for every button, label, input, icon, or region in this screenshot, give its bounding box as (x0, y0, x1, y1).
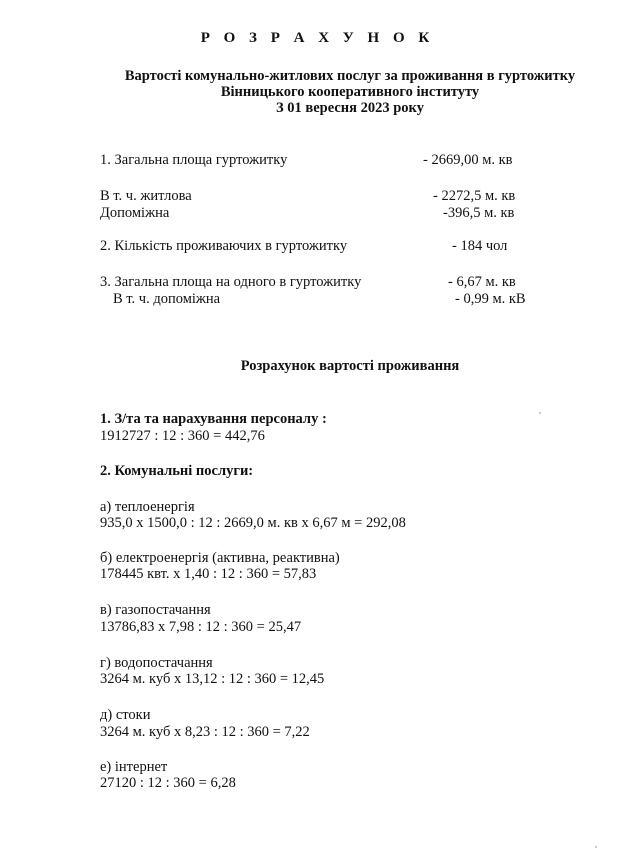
summary-value-area-per-person: - 6,67 м. кв (448, 274, 516, 290)
utility-label-internet: е) інтернет (100, 759, 168, 775)
document-subtitle-2: Вінницького кооперативного інституту (220, 84, 480, 100)
calc-heading: Розрахунок вартості проживання (240, 358, 460, 374)
scan-speck (539, 412, 541, 414)
summary-label-total-area: 1. Загальна площа гуртожитку (100, 152, 288, 168)
document-subtitle-1: Вартості комунально-житлових послуг за проживання в гуртожитку (124, 68, 576, 84)
summary-label-residents: 2. Кількість проживаючих в гуртожитку (100, 238, 348, 254)
document-title: Р О З Р А Х У Н О К (200, 30, 435, 46)
utility-formula-internet: 27120 : 12 : 360 = 6,28 (100, 775, 236, 791)
utility-label-electricity: б) електроенергія (активна, реактивна) (100, 550, 340, 566)
summary-label-area-per-person: 3. Загальна площа на одного в гуртожитку (100, 274, 362, 290)
utility-formula-heating: 935,0 х 1500,0 : 12 : 2669,0 м. кв х 6,67 м = 292,08 (100, 515, 406, 531)
summary-label-auxiliary-per-person: В т. ч. допоміжна (113, 291, 221, 307)
summary-label-living-area: В т. ч. житлова (100, 188, 192, 204)
salary-formula: 1912727 : 12 : 360 = 442,76 (100, 428, 265, 444)
utility-formula-sewage: 3264 м. куб х 8,23 : 12 : 360 = 7,22 (100, 724, 310, 740)
summary-label-auxiliary-area: Допоміжна (100, 205, 170, 221)
utility-formula-electricity: 178445 квт. х 1,40 : 12 : 360 = 57,83 (100, 566, 317, 582)
utility-formula-water: 3264 м. куб х 13,12 : 12 : 360 = 12,45 (100, 671, 325, 687)
summary-value-living-area: - 2272,5 м. кв (433, 188, 516, 204)
utility-label-sewage: д) стоки (100, 707, 151, 723)
utility-formula-gas: 13786,83 х 7,98 : 12 : 360 = 25,47 (100, 619, 302, 635)
document-subtitle-3: З 01 вересня 2023 року (276, 100, 424, 116)
scan-speck (595, 846, 597, 848)
utilities-heading: 2. Комунальні послуги: (100, 463, 254, 479)
utility-label-heating: а) теплоенергія (100, 499, 195, 515)
summary-value-residents: - 184 чол (452, 238, 508, 254)
summary-value-auxiliary-area: -396,5 м. кв (443, 205, 515, 221)
utility-label-water: г) водопостачання (100, 655, 213, 671)
summary-value-auxiliary-per-person: - 0,99 м. кВ (455, 291, 526, 307)
salary-heading: 1. З/та та нарахування персоналу : (100, 411, 327, 427)
summary-value-total-area: - 2669,00 м. кв (423, 152, 513, 168)
utility-label-gas: в) газопостачання (100, 602, 211, 618)
